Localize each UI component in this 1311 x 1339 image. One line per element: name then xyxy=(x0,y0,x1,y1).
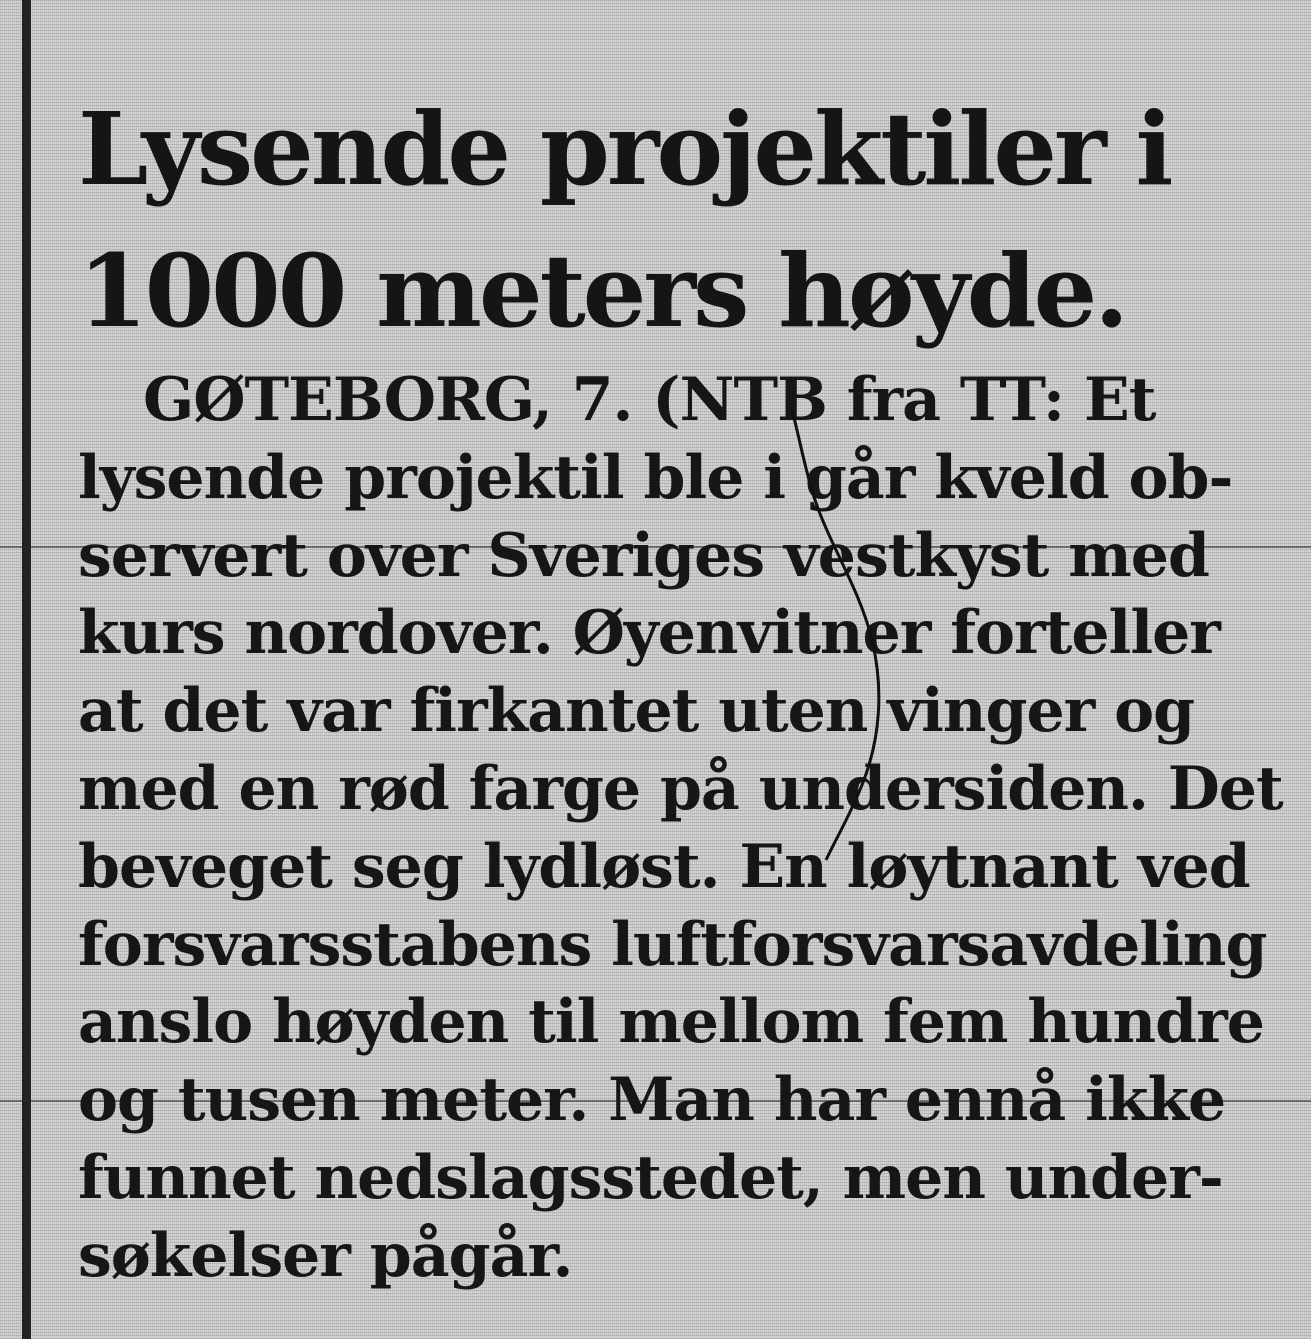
body-line: servert over Sveriges vestkyst med xyxy=(78,520,1209,591)
body-line: GØTEBORG, 7. (NTB fra TT: Et xyxy=(143,365,1156,435)
body-line: med en rød farge på undersiden. Det xyxy=(78,753,1283,824)
body-line: anslo høyden til mellom fem hundre xyxy=(78,987,1264,1058)
body-line: søkelser pågår. xyxy=(78,1220,573,1291)
body-line: kurs nordover. Øyenvitner forteller xyxy=(78,598,1220,669)
body-line: lysende projektil ble i går kveld ob- xyxy=(78,442,1233,513)
body-line: at det var firkantet uten vinger og xyxy=(78,676,1195,747)
body-line: beveget seg lydløst. En løytnant ved xyxy=(78,831,1250,902)
body-line: forsvarsstabens luftforsvarsavdeling xyxy=(78,909,1267,980)
body-line: funnet nedslagsstedet, men under- xyxy=(78,1142,1223,1213)
body-line: og tusen meter. Man har ennå ikke xyxy=(78,1065,1226,1136)
headline-line: Lysende projektiler i xyxy=(78,90,1171,208)
headline-line: 1000 meters høyde. xyxy=(78,232,1127,350)
